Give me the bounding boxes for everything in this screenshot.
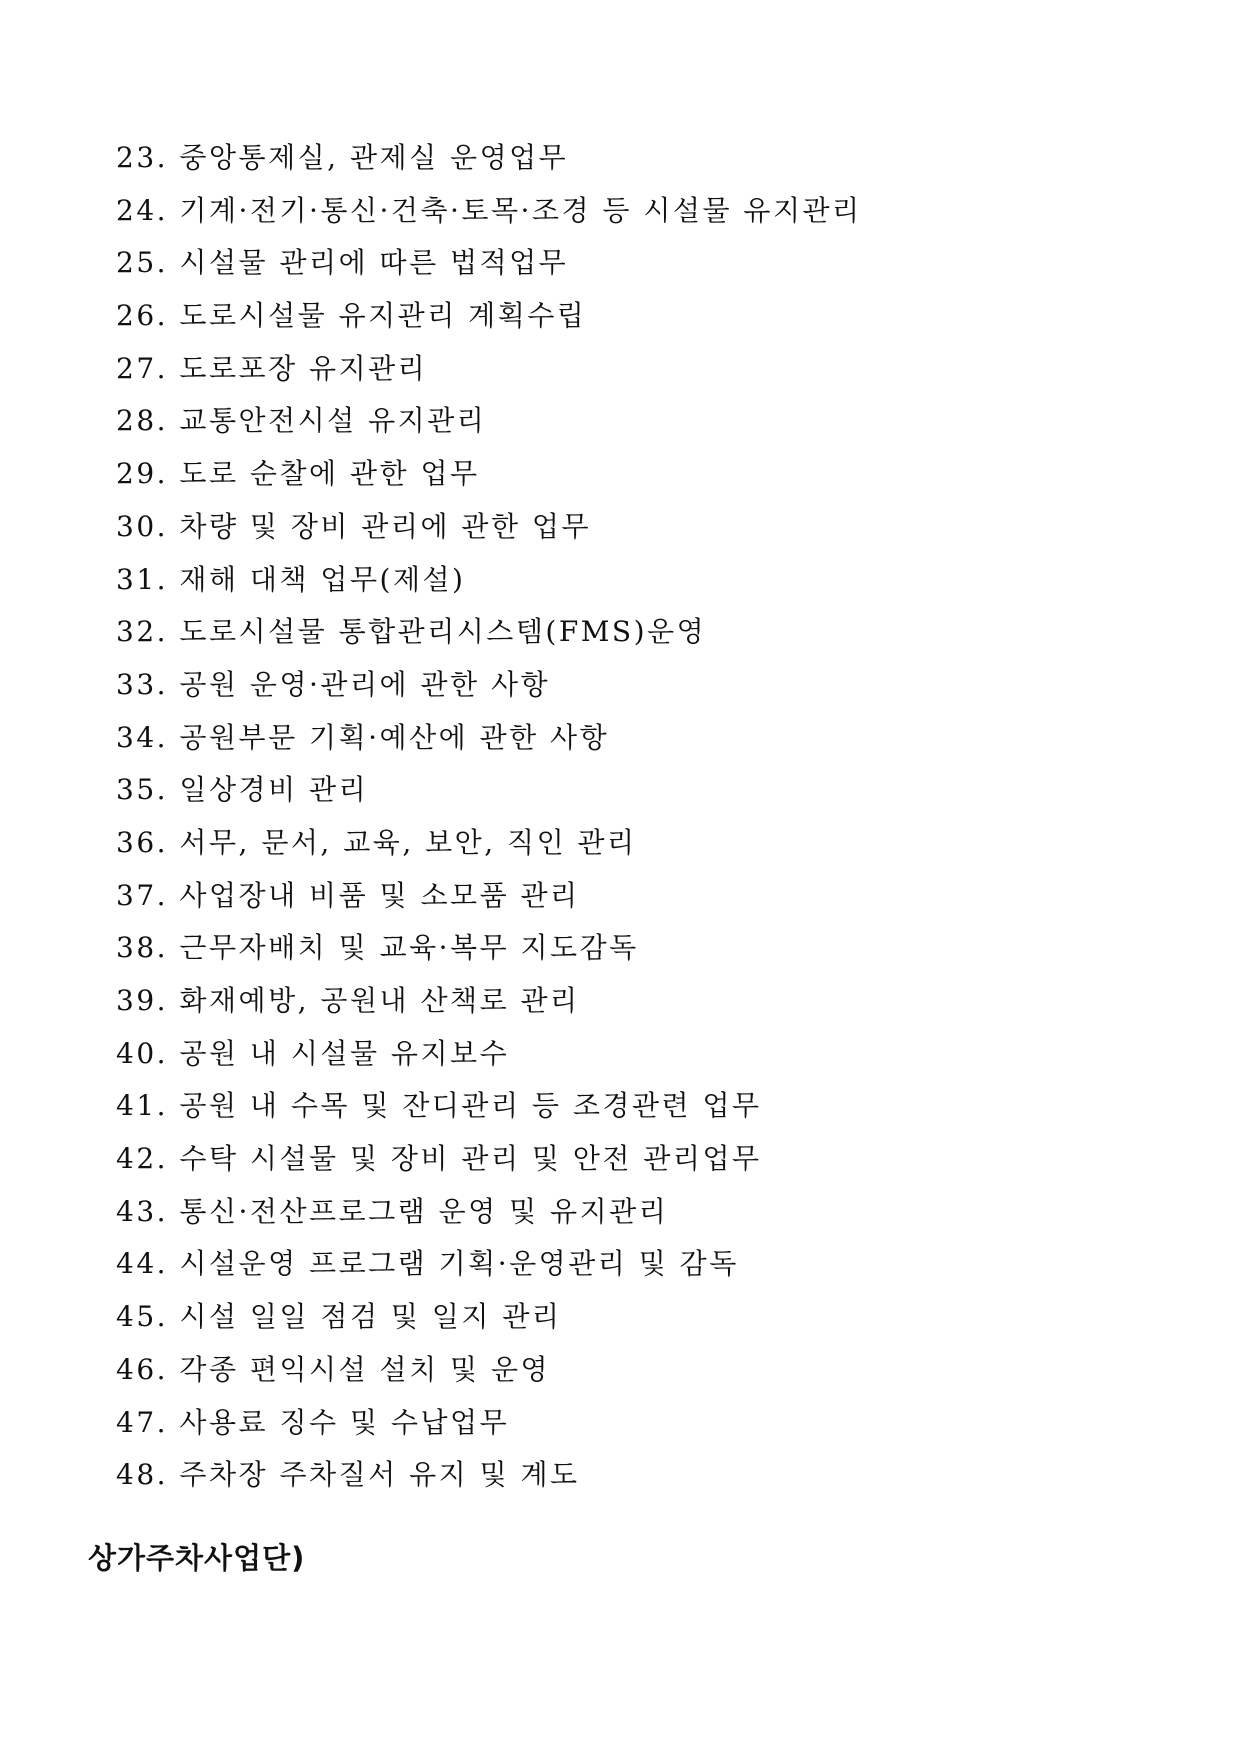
duty-item-35: 35. 일상경비 관리 xyxy=(116,773,369,807)
duty-item-32: 32. 도로시설물 통합관리시스템(FMS)운영 xyxy=(116,615,707,649)
duty-item-43: 43. 통신·전산프로그램 운영 및 유지관리 xyxy=(116,1194,669,1228)
duty-item-44: 44. 시설운영 프로그램 기획·운영관리 및 감독 xyxy=(116,1247,739,1281)
duty-item-27: 27. 도로포장 유지관리 xyxy=(116,351,428,385)
section-title: 상가주차사업단) xyxy=(88,1541,306,1575)
duty-item-30: 30. 차량 및 장비 관리에 관한 업무 xyxy=(116,509,592,543)
duty-item-45: 45. 시설 일일 점검 및 일지 관리 xyxy=(116,1300,562,1334)
duty-item-37: 37. 사업장내 비품 및 소모품 관리 xyxy=(116,878,580,912)
duty-item-39: 39. 화재예방, 공원내 산책로 관리 xyxy=(116,984,580,1017)
duty-item-33: 33. 공원 운영·관리에 관한 사항 xyxy=(116,667,551,701)
duty-item-41: 41. 공원 내 수목 및 잔디관리 등 조경관련 업무 xyxy=(116,1089,762,1123)
duty-item-34: 34. 공원부문 기획·예산에 관한 사항 xyxy=(116,720,610,754)
duty-item-28: 28. 교통안전시설 유지관리 xyxy=(116,404,487,438)
duty-item-48: 48. 주차장 주차질서 유지 및 계도 xyxy=(116,1458,580,1492)
duty-item-40: 40. 공원 내 시설물 유지보수 xyxy=(116,1036,510,1070)
duty-item-24: 24. 기계·전기·통신·건축·토목·조경 등 시설물 유지관리 xyxy=(116,193,862,227)
duty-list xyxy=(116,132,862,1502)
duty-item-29: 29. 도로 순찰에 관한 업무 xyxy=(116,457,480,491)
duty-item-47: 47. 사용료 징수 및 수납업무 xyxy=(116,1405,510,1439)
duty-item-26: 26. 도로시설물 유지관리 계획수립 xyxy=(116,299,587,333)
duty-item-36: 36. 서무, 문서, 교육, 보안, 직인 관리 xyxy=(116,825,637,859)
duty-item-38: 38. 근무자배치 및 교육·복무 지도감독 xyxy=(116,931,639,965)
duty-item-42: 42. 수탁 시설물 및 장비 관리 및 안전 관리업무 xyxy=(116,1142,762,1176)
duty-item-23: 23. 중앙통제실, 관제실 운영업무 xyxy=(116,141,569,174)
duty-item-46: 46. 각종 편익시설 설치 및 운영 xyxy=(116,1352,551,1386)
duty-item-25: 25. 시설물 관리에 따른 법적업무 xyxy=(116,246,569,280)
duty-item-31: 31. 재해 대책 업무(제설) xyxy=(116,562,466,596)
